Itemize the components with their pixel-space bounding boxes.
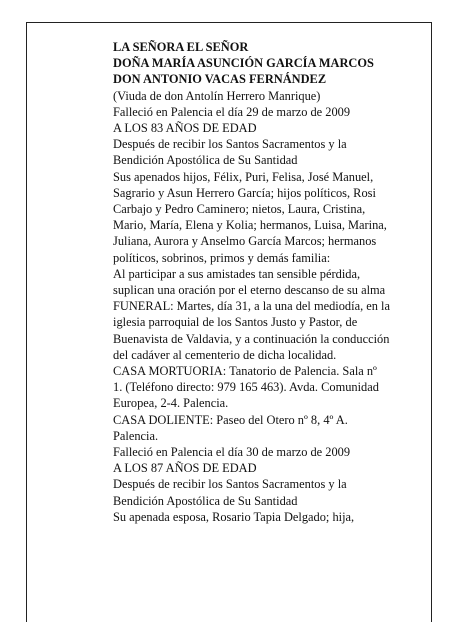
body-line: Sagrario y Asun Herrero García; hijos políticos, Rosi [113, 185, 376, 200]
body-line: Después de recibir los Santos Sacramentos y la [113, 477, 347, 492]
body-line: Buenavista de Valdavia, y a continuación la conducción [113, 331, 390, 346]
body-line: Europea, 2-4. Palencia. [113, 396, 229, 411]
body-line: A LOS 83 AÑOS DE EDAD [113, 121, 257, 136]
header-line-3: DON ANTONIO VACAS FERNÁNDEZ [113, 72, 327, 87]
body-line: Falleció en Palencia el día 29 de marzo de 2009 [113, 104, 351, 119]
body-line: Falleció en Palencia el día 30 de marzo de 2009 [113, 445, 351, 460]
body-line: Palencia. [113, 428, 159, 443]
body-line: Mario, María, Elena y Kolia; hermanos, Luisa, Marina, [113, 218, 387, 233]
header-line-1: LA SEÑORA EL SEÑOR [113, 40, 249, 54]
body-line: A LOS 87 AÑOS DE EDAD [113, 461, 257, 476]
body-line: 1. (Teléfono directo: 979 165 463). Avda. Comunidad [113, 380, 379, 395]
body-line: Su apenada esposa, Rosario Tapia Delgado; hija, [113, 509, 355, 524]
body-line: del cadáver al cementerio de dicha localidad. [113, 347, 337, 362]
body-line: FUNERAL: Martes, día 31, a la una del mediodía, en la [113, 299, 390, 314]
body-line: Al participar a sus amistades tan sensible pérdida, [113, 266, 361, 281]
body-line: Después de recibir los Santos Sacramentos y la [113, 137, 347, 152]
body-line: políticos, sobrinos, primos y demás familia: [113, 250, 331, 265]
body-line: Sus apenados hijos, Félix, Puri, Felisa, José Manuel, [113, 169, 374, 184]
body-line: Bendición Apostólica de Su Santidad [113, 493, 298, 508]
body-line: CASA MORTUORIA: Tanatorio de Palencia. Sala nº [113, 364, 377, 379]
body-line: iglesia parroquial de los Santos Justo y Pastor, de [113, 315, 358, 330]
body-line: CASA DOLIENTE: Paseo del Otero nº 8, 4º A. [113, 412, 348, 427]
body-line: Bendición Apostólica de Su Santidad [113, 153, 298, 168]
header-line-2: DOÑA MARÍA ASUNCIÓN GARCÍA MARCOS [113, 56, 374, 71]
body-line: Carbajo y Pedro Caminero; nietos, Laura, Cristina, [113, 202, 366, 217]
body-line: Juliana, Aurora y Anselmo García Marcos; hermanos [113, 234, 377, 249]
body-line: suplican una oración por el eterno descanso de su alma [113, 283, 386, 298]
obituary-notice [113, 39, 429, 525]
body-line: (Viuda de don Antolín Herrero Manrique) [113, 88, 321, 103]
